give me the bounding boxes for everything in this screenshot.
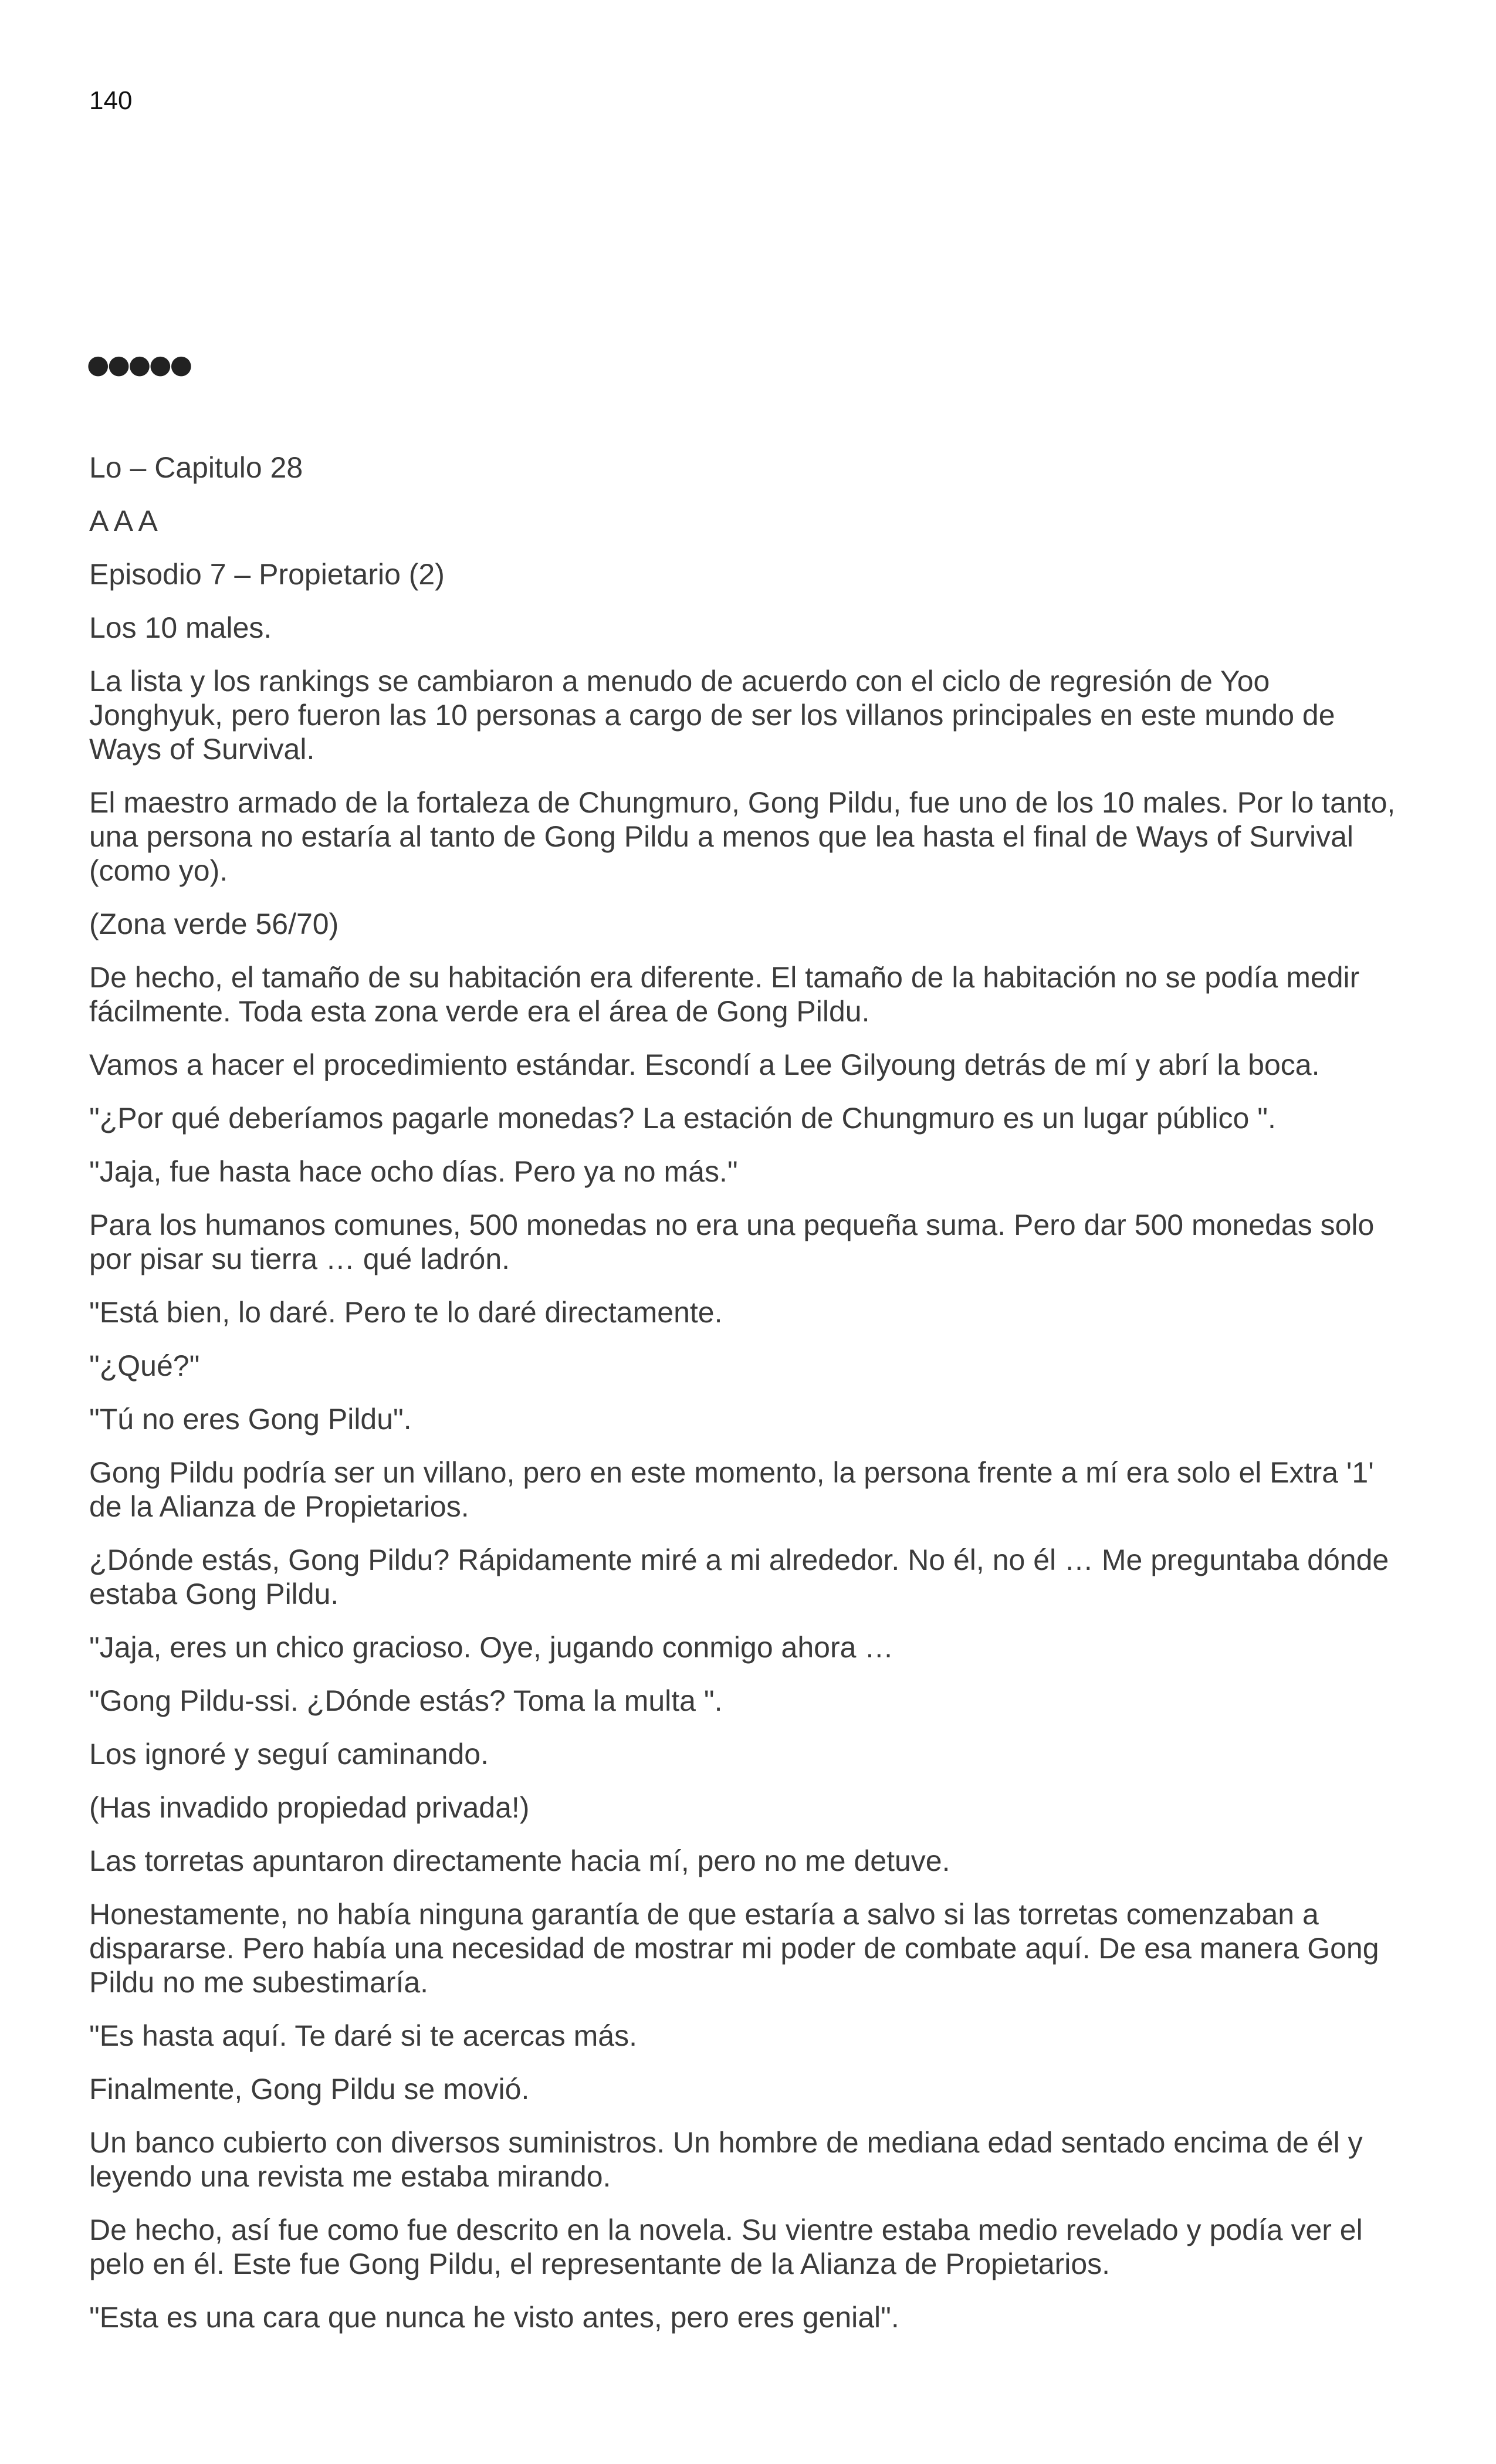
- paragraph: "Jaja, fue hasta hace ocho días. Pero ya no más.": [89, 1155, 738, 1188]
- paragraph: El maestro armado de la fortaleza de Chungmuro, Gong Pildu, fue uno de los 10 males. Por lo tanto, una persona no estaría al tanto de Gong Pildu a menos que lea hasta el final de Ways of Survival (como yo).: [89, 786, 1396, 887]
- paragraph: Vamos a hacer el procedimiento estándar. Escondí a Lee Gilyoung detrás de mí y abrí la boca.: [89, 1048, 1320, 1081]
- paragraph: "¿Qué?": [89, 1349, 200, 1382]
- paragraph: Un banco cubierto con diversos suministros. Un hombre de mediana edad sentado encima de él y leyendo una revista me estaba mirando.: [89, 2126, 1363, 2193]
- page-number: 140: [89, 86, 133, 115]
- paragraph: "Jaja, eres un chico gracioso. Oye, jugando conmigo ahora …: [89, 1631, 894, 1664]
- chapter-title: Lo – Capitulo 28: [89, 451, 303, 484]
- paragraph: Los ignoré y seguí caminando.: [89, 1738, 489, 1771]
- paragraph: La lista y los rankings se cambiaron a menudo de acuerdo con el ciclo de regresión de Yoo Jonghyuk, pero fueron las 10 personas a cargo de ser los villanos principales en este mundo de Ways of Survival.: [89, 665, 1335, 766]
- chapter-body: [89, 451, 1409, 2354]
- paragraph: (Has invadido propiedad privada!): [89, 1791, 530, 1824]
- paragraph: "Gong Pildu-ssi. ¿Dónde estás? Toma la multa ".: [89, 1684, 723, 1717]
- paragraph: ¿Dónde estás, Gong Pildu? Rápidamente miré a mi alrededor. No él, no él … Me preguntaba dónde estaba Gong Pildu.: [89, 1544, 1389, 1610]
- paragraph: Finalmente, Gong Pildu se movió.: [89, 2073, 530, 2106]
- paragraph: Honestamente, no había ninguna garantía de que estaría a salvo si las torretas comenzaban a dispararse. Pero había una necesidad de mostrar mi poder de combate aquí. De esa manera Gong Pildu no me subestimaría.: [89, 1898, 1379, 1999]
- paragraph: (Zona verde 56/70): [89, 908, 339, 940]
- paragraph: "Está bien, lo daré. Pero te lo daré directamente.: [89, 1296, 723, 1329]
- paragraph: Gong Pildu podría ser un villano, pero en este momento, la persona frente a mí era solo el Extra '1' de la Alianza de Propietarios.: [89, 1456, 1374, 1523]
- paragraph: De hecho, así fue como fue descrito en la novela. Su vientre estaba medio revelado y podía ver el pelo en él. Este fue Gong Pildu, el representante de la Alianza de Propietarios.: [89, 2213, 1363, 2280]
- paragraph: "¿Por qué deberíamos pagarle monedas? La estación de Chungmuro es un lugar público ".: [89, 1102, 1276, 1135]
- episode-title: Episodio 7 – Propietario (2): [89, 558, 445, 591]
- paragraph: "Tú no eres Gong Pildu".: [89, 1403, 412, 1436]
- font-size-options: A A A: [89, 505, 158, 537]
- paragraph: De hecho, el tamaño de su habitación era diferente. El tamaño de la habitación no se podía medir fácilmente. Toda esta zona verde era el área de Gong Pildu.: [89, 961, 1360, 1028]
- section-separator: ●●●●●: [87, 350, 191, 380]
- paragraph: "Esta es una cara que nunca he visto antes, pero eres genial".: [89, 2301, 899, 2334]
- paragraph: "Es hasta aquí. Te daré si te acercas más.: [89, 2019, 637, 2052]
- paragraph: Para los humanos comunes, 500 monedas no era una pequeña suma. Pero dar 500 monedas solo por pisar su tierra … qué ladrón.: [89, 1209, 1375, 1275]
- paragraph: Los 10 males.: [89, 611, 272, 644]
- paragraph: Las torretas apuntaron directamente hacia mí, pero no me detuve.: [89, 1844, 950, 1877]
